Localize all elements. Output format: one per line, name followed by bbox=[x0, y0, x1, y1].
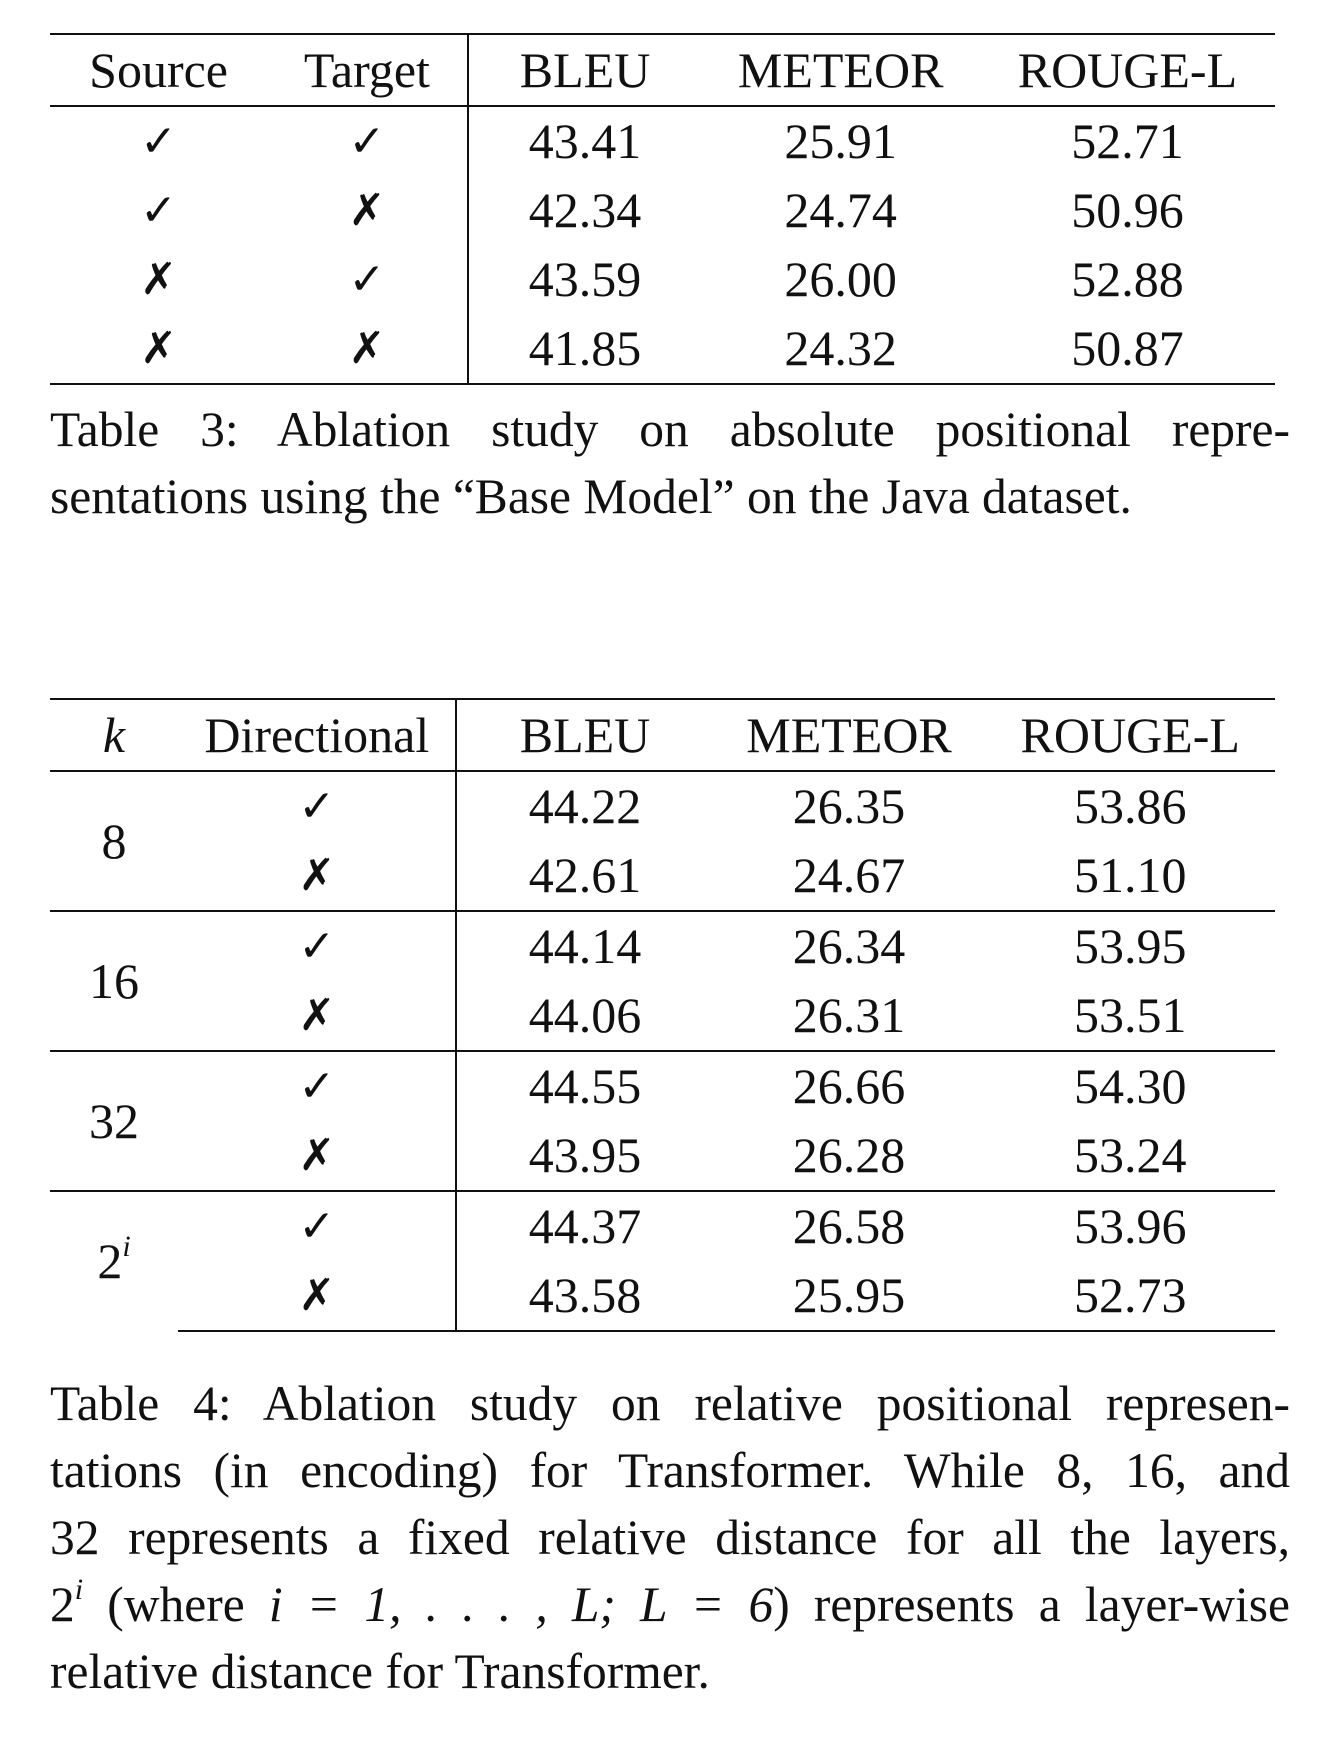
table-row bbox=[50, 1051, 1275, 1121]
bleu-value: 43.95 bbox=[528, 1127, 642, 1183]
k-base: 8 bbox=[101, 812, 127, 869]
table-4-caption bbox=[50, 1370, 1290, 1705]
k-value bbox=[50, 771, 178, 911]
bleu-value: 41.85 bbox=[468, 314, 702, 384]
rouge-value: 52.73 bbox=[985, 1261, 1275, 1331]
header-target: Target bbox=[267, 34, 467, 106]
bleu-value: 42.34 bbox=[528, 182, 642, 238]
directional-mark: ✗ bbox=[178, 981, 456, 1051]
table-4 bbox=[50, 698, 1275, 1332]
bleu-value: 44.06 bbox=[528, 987, 642, 1043]
table-3-caption bbox=[50, 396, 1290, 530]
target-mark: ✗ bbox=[267, 314, 467, 384]
rouge-value: 53.95 bbox=[985, 911, 1275, 981]
table-row bbox=[50, 245, 1275, 314]
k-value bbox=[50, 1191, 178, 1331]
rouge-value: 53.96 bbox=[985, 1191, 1275, 1261]
target-mark: ✓ bbox=[267, 106, 467, 176]
table-row bbox=[50, 841, 1275, 911]
source-mark: ✓ bbox=[140, 116, 178, 167]
table-row bbox=[50, 771, 1275, 841]
table-row bbox=[50, 1121, 1275, 1191]
meteor-value: 26.00 bbox=[784, 251, 897, 307]
caption-line bbox=[50, 1571, 1290, 1638]
k-base: 16 bbox=[89, 952, 140, 1009]
k-base: 2 bbox=[97, 1233, 123, 1289]
table-3-header-row bbox=[50, 34, 1275, 106]
header-k: k bbox=[50, 699, 178, 771]
caption-line: Table 4: Ablation study on relative positional represen- bbox=[50, 1376, 1290, 1431]
table-row bbox=[50, 314, 1275, 384]
meteor-value: 25.91 bbox=[784, 113, 897, 169]
header-rouge: ROUGE-L bbox=[980, 34, 1275, 106]
table-row bbox=[50, 1191, 1275, 1261]
directional-mark: ✗ bbox=[178, 1261, 456, 1331]
meteor-value: 26.58 bbox=[713, 1191, 986, 1261]
directional-mark: ✓ bbox=[178, 1051, 456, 1121]
rouge-value: 51.10 bbox=[1073, 847, 1187, 903]
bleu-value: 44.22 bbox=[528, 778, 642, 834]
k-value bbox=[50, 911, 178, 1051]
bleu-value: 43.41 bbox=[528, 113, 642, 169]
directional-mark: ✓ bbox=[178, 1191, 456, 1261]
rouge-value: 53.51 bbox=[1073, 987, 1187, 1043]
meteor-value: 24.32 bbox=[701, 314, 979, 384]
bleu-value: 44.37 bbox=[456, 1191, 712, 1261]
bleu-value: 42.61 bbox=[528, 847, 642, 903]
caption-text: ) represents a layer-wise bbox=[773, 1577, 1290, 1632]
meteor-value: 26.66 bbox=[713, 1051, 986, 1121]
table-row bbox=[50, 981, 1275, 1051]
meteor-value: 26.34 bbox=[713, 911, 986, 981]
source-mark: ✗ bbox=[140, 254, 178, 305]
target-mark: ✓ bbox=[267, 245, 467, 314]
caption-text: (where bbox=[83, 1577, 269, 1632]
meteor-value: 25.95 bbox=[713, 1261, 986, 1331]
header-rouge: ROUGE-L bbox=[985, 699, 1275, 771]
source-mark: ✓ bbox=[140, 185, 178, 236]
meteor-value: 26.31 bbox=[792, 987, 906, 1043]
caption-base: 2 bbox=[50, 1577, 75, 1632]
meteor-value: 26.35 bbox=[792, 778, 906, 834]
k-value bbox=[50, 1051, 178, 1191]
header-directional: Directional bbox=[178, 699, 456, 771]
rouge-value: 50.87 bbox=[980, 314, 1275, 384]
table-row bbox=[50, 1261, 1275, 1331]
meteor-value: 26.28 bbox=[792, 1127, 906, 1183]
rouge-value: 52.71 bbox=[1071, 113, 1184, 169]
meteor-value: 24.67 bbox=[792, 847, 906, 903]
table-3 bbox=[50, 33, 1275, 385]
caption-line: sentations using the “Base Model” on the Java dataset. bbox=[50, 469, 1132, 524]
bleu-value: 43.59 bbox=[528, 251, 642, 307]
rouge-value: 54.30 bbox=[985, 1051, 1275, 1121]
caption-line: tations (in encoding) for Transformer. While 8, 16, and bbox=[50, 1443, 1290, 1498]
header-bleu: BLEU bbox=[456, 699, 712, 771]
bleu-value: 44.14 bbox=[456, 911, 712, 981]
header-meteor: METEOR bbox=[701, 34, 979, 106]
caption-math: i = 1, . . . , L; L = 6 bbox=[268, 1577, 774, 1632]
caption-sup: i bbox=[74, 1573, 84, 1606]
caption-line: 32 represents a fixed relative distance for all the layers, bbox=[50, 1510, 1290, 1565]
rouge-value: 52.88 bbox=[1071, 251, 1184, 307]
rouge-value: 53.24 bbox=[1073, 1127, 1187, 1183]
header-meteor: METEOR bbox=[713, 699, 986, 771]
caption-line: Table 3: Ablation study on absolute positional repre- bbox=[50, 402, 1290, 457]
bleu-value: 44.55 bbox=[456, 1051, 712, 1121]
source-mark: ✗ bbox=[50, 314, 267, 384]
k-base: 32 bbox=[89, 1092, 140, 1149]
caption-line: relative distance for Transformer. bbox=[50, 1644, 710, 1699]
header-source: Source bbox=[50, 34, 267, 106]
table-row bbox=[50, 911, 1275, 981]
directional-mark: ✓ bbox=[178, 771, 456, 841]
table-4-header-row bbox=[50, 699, 1275, 771]
rouge-value: 53.86 bbox=[1073, 778, 1187, 834]
k-sup: i bbox=[122, 1230, 131, 1263]
rouge-value: 50.96 bbox=[1071, 182, 1184, 238]
bleu-value: 43.58 bbox=[456, 1261, 712, 1331]
target-mark: ✗ bbox=[267, 176, 467, 245]
table-row bbox=[50, 176, 1275, 245]
directional-mark: ✗ bbox=[178, 841, 456, 911]
meteor-value: 24.74 bbox=[784, 182, 897, 238]
header-bleu: BLEU bbox=[468, 34, 702, 106]
directional-mark: ✓ bbox=[178, 911, 456, 981]
directional-mark: ✗ bbox=[178, 1121, 456, 1191]
table-row bbox=[50, 106, 1275, 176]
